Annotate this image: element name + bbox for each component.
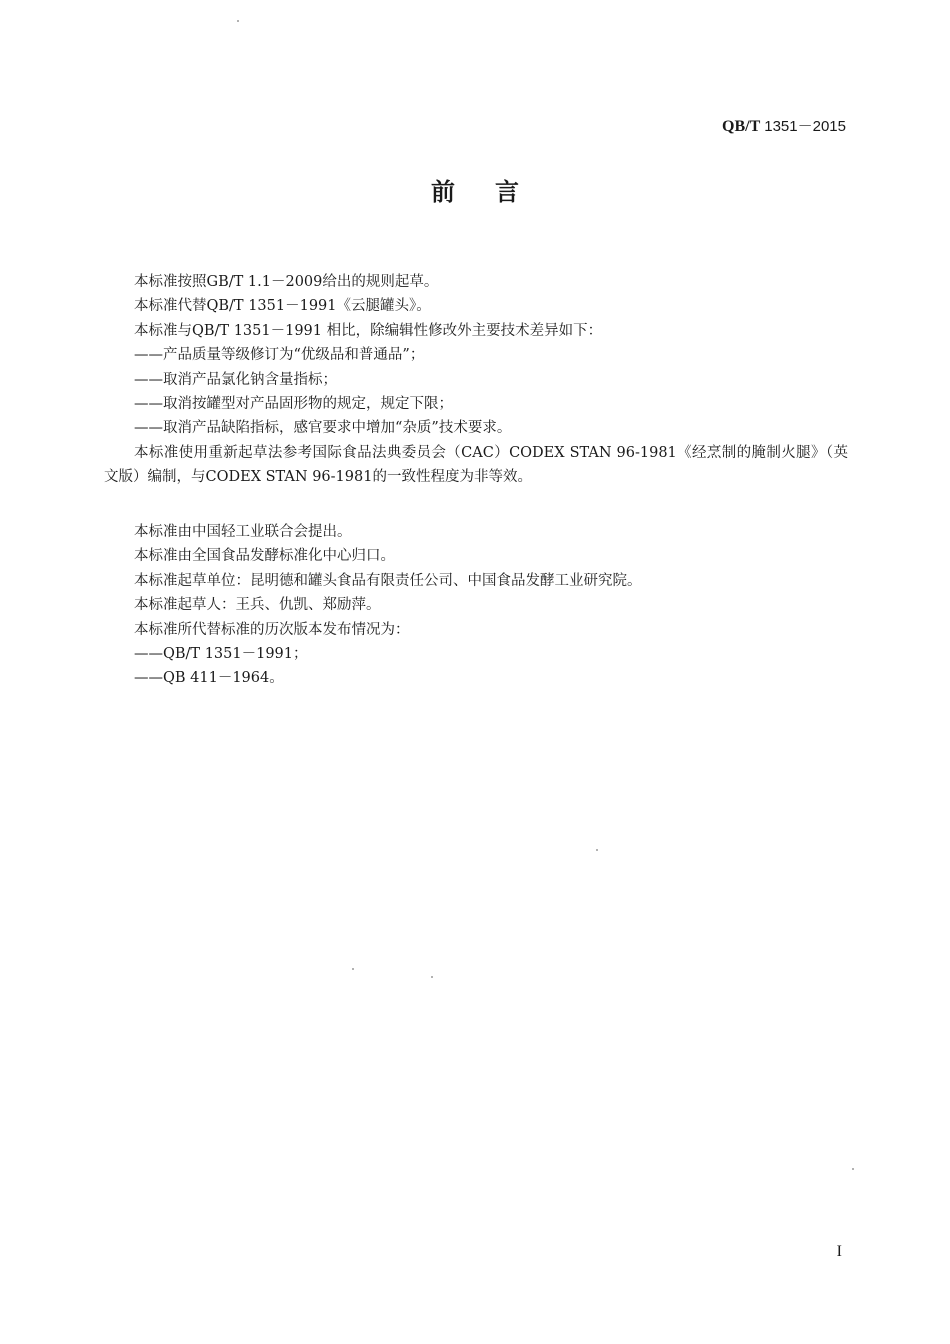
scan-speck <box>596 849 598 851</box>
standard-code <box>722 117 846 137</box>
foreword-section-1 <box>104 270 848 490</box>
paragraph-proposed-by: 本标准由中国轻工业联合会提出。 <box>134 524 352 540</box>
paragraph-differences-intro: 本标准与QB/T 1351－1991 相比，除编辑性修改外主要技术差异如下： <box>134 322 603 339</box>
scan-speck <box>352 968 354 970</box>
list-item-edition-2: ——QB 411－1964。 <box>134 670 284 687</box>
paragraph-previous-editions: 本标准所代替标准的历次版本发布情况为： <box>134 621 410 638</box>
scan-speck <box>852 1168 854 1170</box>
paragraph-centralized-by: 本标准由全国食品发酵标准化中心归口。 <box>134 548 395 565</box>
list-item-edition-1: ——QB/T 1351－1991； <box>134 646 308 663</box>
standard-code-number: 1351－2015 <box>764 118 846 135</box>
standard-code-prefix: QB/T <box>722 118 761 135</box>
paragraph-drafters: 本标准起草人：王兵、仇凯、郑励萍。 <box>134 597 381 614</box>
paragraph-codex-reference: 本标准使用重新起草法参考国际食品法典委员会（CAC）CODEX STAN 96-1981《经烹制的腌制火腿》（英文版）编制，与CODEX STAN 96-1981的一致性程度为非等效。 <box>104 444 848 486</box>
list-item-difference-2: ——取消产品氯化钠含量指标； <box>134 371 337 388</box>
foreword-section-2 <box>104 520 848 691</box>
paragraph-replaces: 本标准代替QB/T 1351－1991《云腿罐头》。 <box>134 298 431 315</box>
scan-speck <box>237 20 239 22</box>
list-item-difference-4: ——取消产品缺陷指标，感官要求中增加“杂质”技术要求。 <box>134 420 512 437</box>
page-title: 前言 <box>431 178 559 206</box>
list-item-difference-3: ——取消按罐型对产品固形物的规定，规定下限； <box>134 396 453 413</box>
paragraph-drafting-units: 本标准起草单位：昆明德和罐头食品有限责任公司、中国食品发酵工业研究院。 <box>134 572 642 589</box>
scan-speck <box>431 976 433 978</box>
list-item-difference-1: ——产品质量等级修订为“优级品和普通品”； <box>134 347 425 364</box>
page-number: I <box>836 1243 842 1260</box>
paragraph-drafting-rules: 本标准按照GB/T 1.1－2009给出的规则起草。 <box>134 274 439 290</box>
